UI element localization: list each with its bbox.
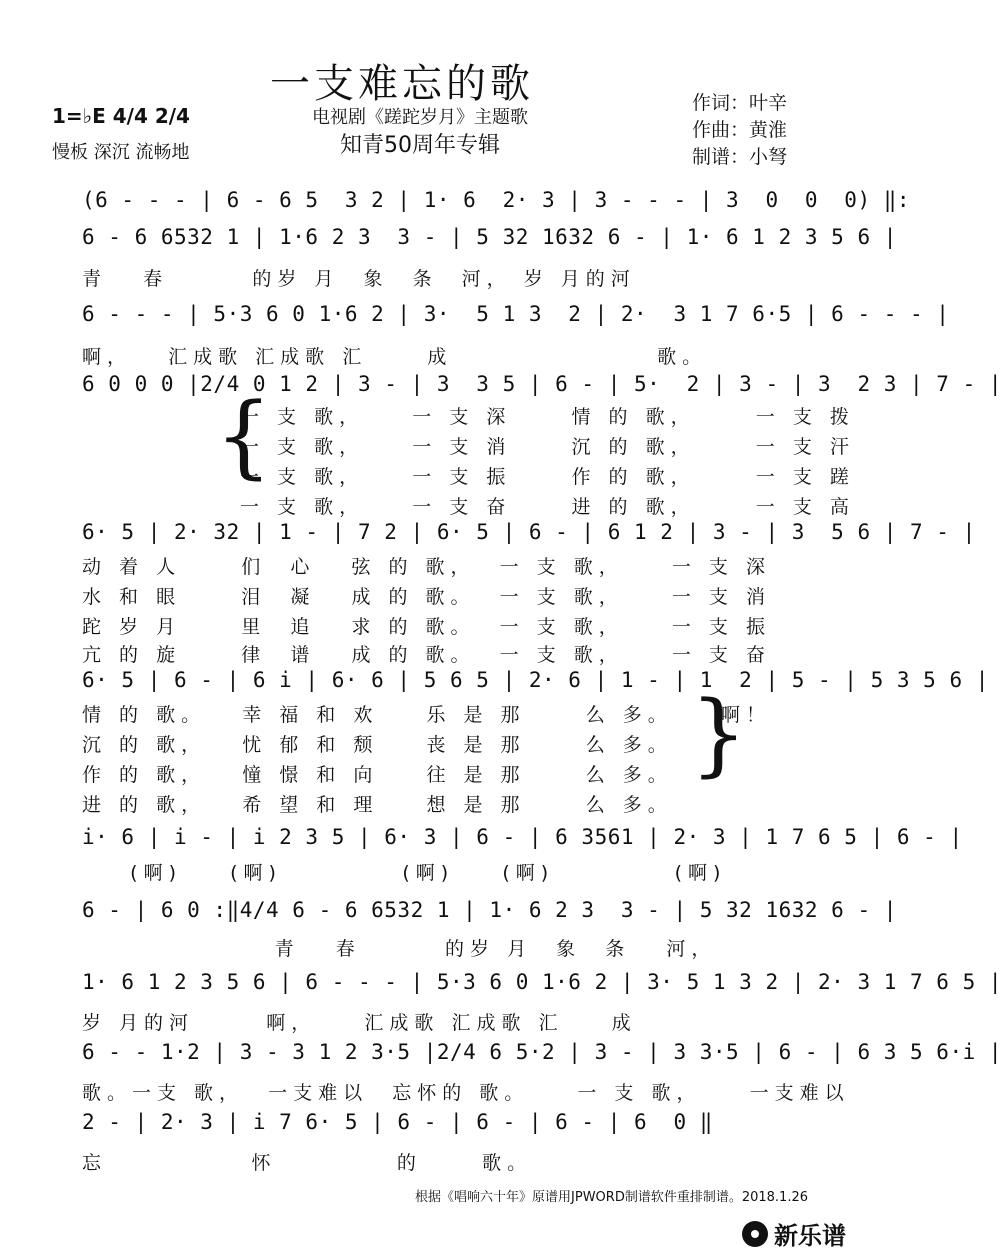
composer-credit: 作曲：黄淮 xyxy=(692,119,788,141)
key-signature: 1=♭E 4/4 2/4 xyxy=(52,104,190,128)
site-logo-text: 新乐谱 xyxy=(774,1222,846,1250)
notation-text: 6· 5 | 6 - | 6 i | 6· 6 | 5 6 5 | 2· 6 | 1 - | 1 2 | 5 - | 5 3 5 6 | xyxy=(82,668,989,692)
notation-text: 1· 6 1 2 3 5 6 | 6 - - - | 5·3 6 0 1·6 2 | 3· 5 1 3 2 | 2· 3 1 7 6 5 | xyxy=(82,970,1002,994)
notation-line xyxy=(0,225,897,265)
site-logo xyxy=(742,1216,846,1251)
notation-text: (6 - - - | 6 - 6 5 3 2 | 1· 6 2· 3 | 3 - - - | 3 0 0 0) ‖: xyxy=(82,188,911,212)
lyric-line: (啊) (啊) (啊) (啊) (啊) xyxy=(82,862,727,884)
album-label: 知青50周年专辑 xyxy=(340,133,500,158)
notation-line xyxy=(0,898,897,938)
notation-line xyxy=(0,970,1002,1010)
lyric-line: 啊， 汇成歌 汇成歌 汇 成 歌。 xyxy=(82,346,708,368)
notation-text: 6 - 6 6532 1 | 1·6 2 3 3 - | 5 32 1632 6 - | 1· 6 1 2 3 5 6 | xyxy=(82,225,897,249)
lyric-line: 青 春 的岁 月 象 条 河， 岁 月的河 xyxy=(82,268,636,290)
lyric-line: 动 着 人 们 心 弦 的 歌， 一 支 歌， 一 支 深 xyxy=(82,556,771,578)
notation-line xyxy=(0,302,950,342)
song-title: 一支难忘的歌 xyxy=(270,61,534,107)
notation-line xyxy=(0,1040,1002,1080)
lyric-line: 一 支 歌， 一 支 消 沉 的 歌， 一 支 汗 xyxy=(240,436,855,458)
lyric-line: 岁 月的河 啊， 汇成歌 汇成歌 汇 成 xyxy=(82,1012,637,1034)
record-icon xyxy=(742,1221,768,1247)
lyric-line: 歌。一支 歌， 一支难以 忘怀的 歌。 一 支 歌， 一支难以 xyxy=(82,1082,850,1104)
lyric-line: 作 的 歌， 憧 憬 和 向 往 是 那 么 多。 xyxy=(82,764,673,786)
arranger-credit: 制谱：小弩 xyxy=(692,146,788,168)
lyric-line: 一 支 歌， 一 支 深 情 的 歌， 一 支 拨 xyxy=(240,406,855,428)
notation-text: 6 - | 6 0 :‖4/4 6 - 6 6532 1 | 1· 6 2 3 3 - | 5 32 1632 6 - | xyxy=(82,898,897,922)
footer-note: 根据《唱响六十年》原谱用JPWORD制谱软件重排制谱。2018.1.26 xyxy=(415,1190,808,1205)
verse-brace: { xyxy=(215,384,273,489)
notation-text: i· 6 | i - | i 2 3 5 | 6· 3 | 6 - | 6 3561 | 2· 3 | 1 7 6 5 | 6 - | xyxy=(82,825,963,849)
notation-text: 6 0 0 0 |2/4 0 1 2 | 3 - | 3 3 5 | 6 - | 5· 2 | 3 - | 3 2 3 | 7 - | xyxy=(82,372,1002,396)
lyric-line: 情 的 歌。 幸 福 和 欢 乐 是 那 么 多。 啊！ xyxy=(82,704,771,726)
notation-text: 6· 5 | 2· 32 | 1 - | 7 2 | 6· 5 | 6 - | 6 1 2 | 3 - | 3 5 6 | 7 - | xyxy=(82,520,976,544)
notation-line xyxy=(0,188,911,228)
notation-text: 2 - | 2· 3 | i 7 6· 5 | 6 - | 6 - | 6 - | 6 0 ‖ xyxy=(82,1110,713,1134)
notation-text: 6 - - - | 5·3 6 0 1·6 2 | 3· 5 1 3 2 | 2· 3 1 7 6·5 | 6 - - - | xyxy=(82,302,950,326)
tempo-marking: 慢板 深沉 流畅地 xyxy=(52,142,190,163)
lyric-line: 水 和 眼 泪 凝 成 的 歌。 一 支 歌， 一 支 消 xyxy=(82,586,771,608)
lyric-line: 一 支 歌， 一 支 奋 进 的 歌， 一 支 高 xyxy=(240,496,855,518)
lyric-line: 进 的 歌， 希 望 和 理 想 是 那 么 多。 xyxy=(82,794,673,816)
notation-text: 6 - - 1·2 | 3 - 3 1 2 3·5 |2/4 6 5·2 | 3 - | 3 3·5 | 6 - | 6 3 5 6·i | xyxy=(82,1040,1002,1064)
lyric-line: 跎 岁 月 里 追 求 的 歌。 一 支 歌， 一 支 振 xyxy=(82,616,771,638)
lyric-line: 亢 的 旋 律 谱 成 的 歌。 一 支 歌， 一 支 奋 xyxy=(82,644,771,666)
verse-brace-right: } xyxy=(690,682,748,787)
lyric-line: 沉 的 歌， 忧 郁 和 颓 丧 是 那 么 多。 xyxy=(82,734,673,756)
lyric-line: 一 支 歌， 一 支 振 作 的 歌， 一 支 蹉 xyxy=(240,466,855,488)
notation-line xyxy=(0,1110,888,1150)
lyricist-credit: 作词：叶辛 xyxy=(692,92,788,114)
song-subtitle: 电视剧《蹉跎岁月》主题歌 xyxy=(312,107,528,128)
lyric-line: 忘 怀 的 歌。 xyxy=(82,1152,533,1174)
lyric-line: 青 春 的岁 月 象 条 河， xyxy=(82,938,717,960)
